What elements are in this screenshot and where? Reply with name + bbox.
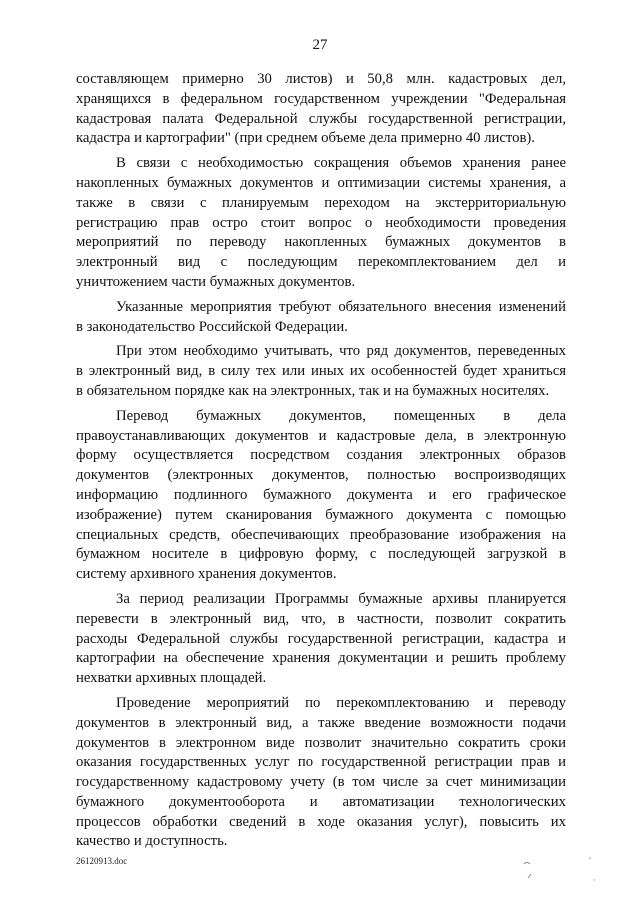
text-line: документов в электронном виде позволит значительно сократить сроки [76, 734, 566, 751]
text-line: в электронный вид, в силу тех или иных их особенностей будет храниться [76, 363, 566, 380]
text-line: бумажного документооборота и автоматизации технологических [76, 793, 566, 810]
text-line: кадастра и картографии" (при среднем объеме дела примерно 40 листов). [76, 130, 535, 147]
text-line: государственному кадастровому учету (в том числе за счет минимизации [76, 774, 566, 791]
text-line: документов в электронный вид, а также введение возможности подачи [76, 714, 566, 731]
scan-artifact-marks [520, 850, 600, 890]
text-line: в обязательном порядке как на электронных, так и на бумажных носителях. [76, 382, 550, 399]
text-line: информацию подлинного бумажного документа и его графическое [76, 486, 566, 503]
text-line: правоустанавливающих документов и кадастровые дела, в электронную [76, 427, 566, 444]
page-number: 27 [312, 37, 328, 53]
text-line: хранящихся в федеральном государственном учреждении "Федеральная [76, 90, 566, 107]
paragraph-1 [76, 70, 566, 149]
text-line: Перевод бумажных документов, помещенных в дела [116, 407, 566, 424]
paragraph-6 [76, 590, 566, 689]
text-line: нехватки архивных площадей. [76, 670, 267, 687]
text-line: накопленных бумажных документов и оптимизации системы хранения, а [76, 174, 566, 191]
text-line: систему архивного хранения документов. [76, 566, 337, 583]
text-line: расходы Федеральной службы государственной регистрации, кадастра и [76, 630, 566, 647]
paragraph-2 [76, 154, 566, 293]
paragraph-7 [76, 694, 566, 852]
text-line: качество и доступность. [76, 833, 228, 850]
text-line: перевести в электронный вид, что, в частности, позволит сократить [76, 610, 566, 627]
text-line: форму осуществляется посредством создания электронных образов [76, 447, 566, 464]
paragraph-4 [76, 342, 566, 401]
text-line: кадастровая палата Федеральной службы государственной регистрации, [76, 110, 566, 127]
text-line: электронный вид с последующим перекомплектованием дел и [76, 254, 566, 271]
text-line: изображение) путем сканирования бумажного документа с помощью [76, 506, 566, 523]
text-line: картографии на обеспечение хранения документации и решить проблему [76, 650, 566, 667]
text-line: бумажном носителе в цифровую форму, с последующей загрузкой в [76, 546, 566, 563]
text-line: также в связи с планируемым переходом на экстерриториальную [76, 194, 566, 211]
document-file-code: 26120913.doc [76, 856, 128, 866]
text-line: регистрацию прав остро стоит вопрос о необходимости проведения [76, 214, 566, 231]
text-line: При этом необходимо учитывать, что ряд документов, переведенных [116, 343, 566, 360]
text-line: мероприятий по переводу накопленных бумажных документов в [76, 234, 566, 251]
text-line: процессов обработки сведений в ходе оказания услуг), повысить их [76, 813, 566, 830]
text-line: оказания государственных услуг по государственной регистрации прав и [76, 754, 566, 771]
text-line: составляющем примерно 30 листов) и 50,8 млн. кадастровых дел, [76, 71, 566, 87]
text-line: в законодательство Российской Федерации. [76, 318, 348, 335]
paragraph-3 [76, 298, 566, 338]
text-line: уничтожением части бумажных документов. [76, 273, 356, 290]
document-body [76, 70, 566, 852]
paragraph-5 [76, 407, 566, 585]
text-line: специальных средств, обеспечивающих преобразование изображения на [76, 526, 566, 543]
text-line: За период реализации Программы бумажные архивы планируется [116, 590, 566, 607]
text-line: Проведение мероприятий по перекомплектованию и переводу [116, 694, 566, 711]
text-line: Указанные мероприятия требуют обязательного внесения изменений [116, 298, 566, 315]
text-line: В связи с необходимостью сокращения объемов хранения ранее [116, 155, 566, 172]
text-line: документов (электронных документов, полностью воспроизводящих [76, 467, 566, 484]
